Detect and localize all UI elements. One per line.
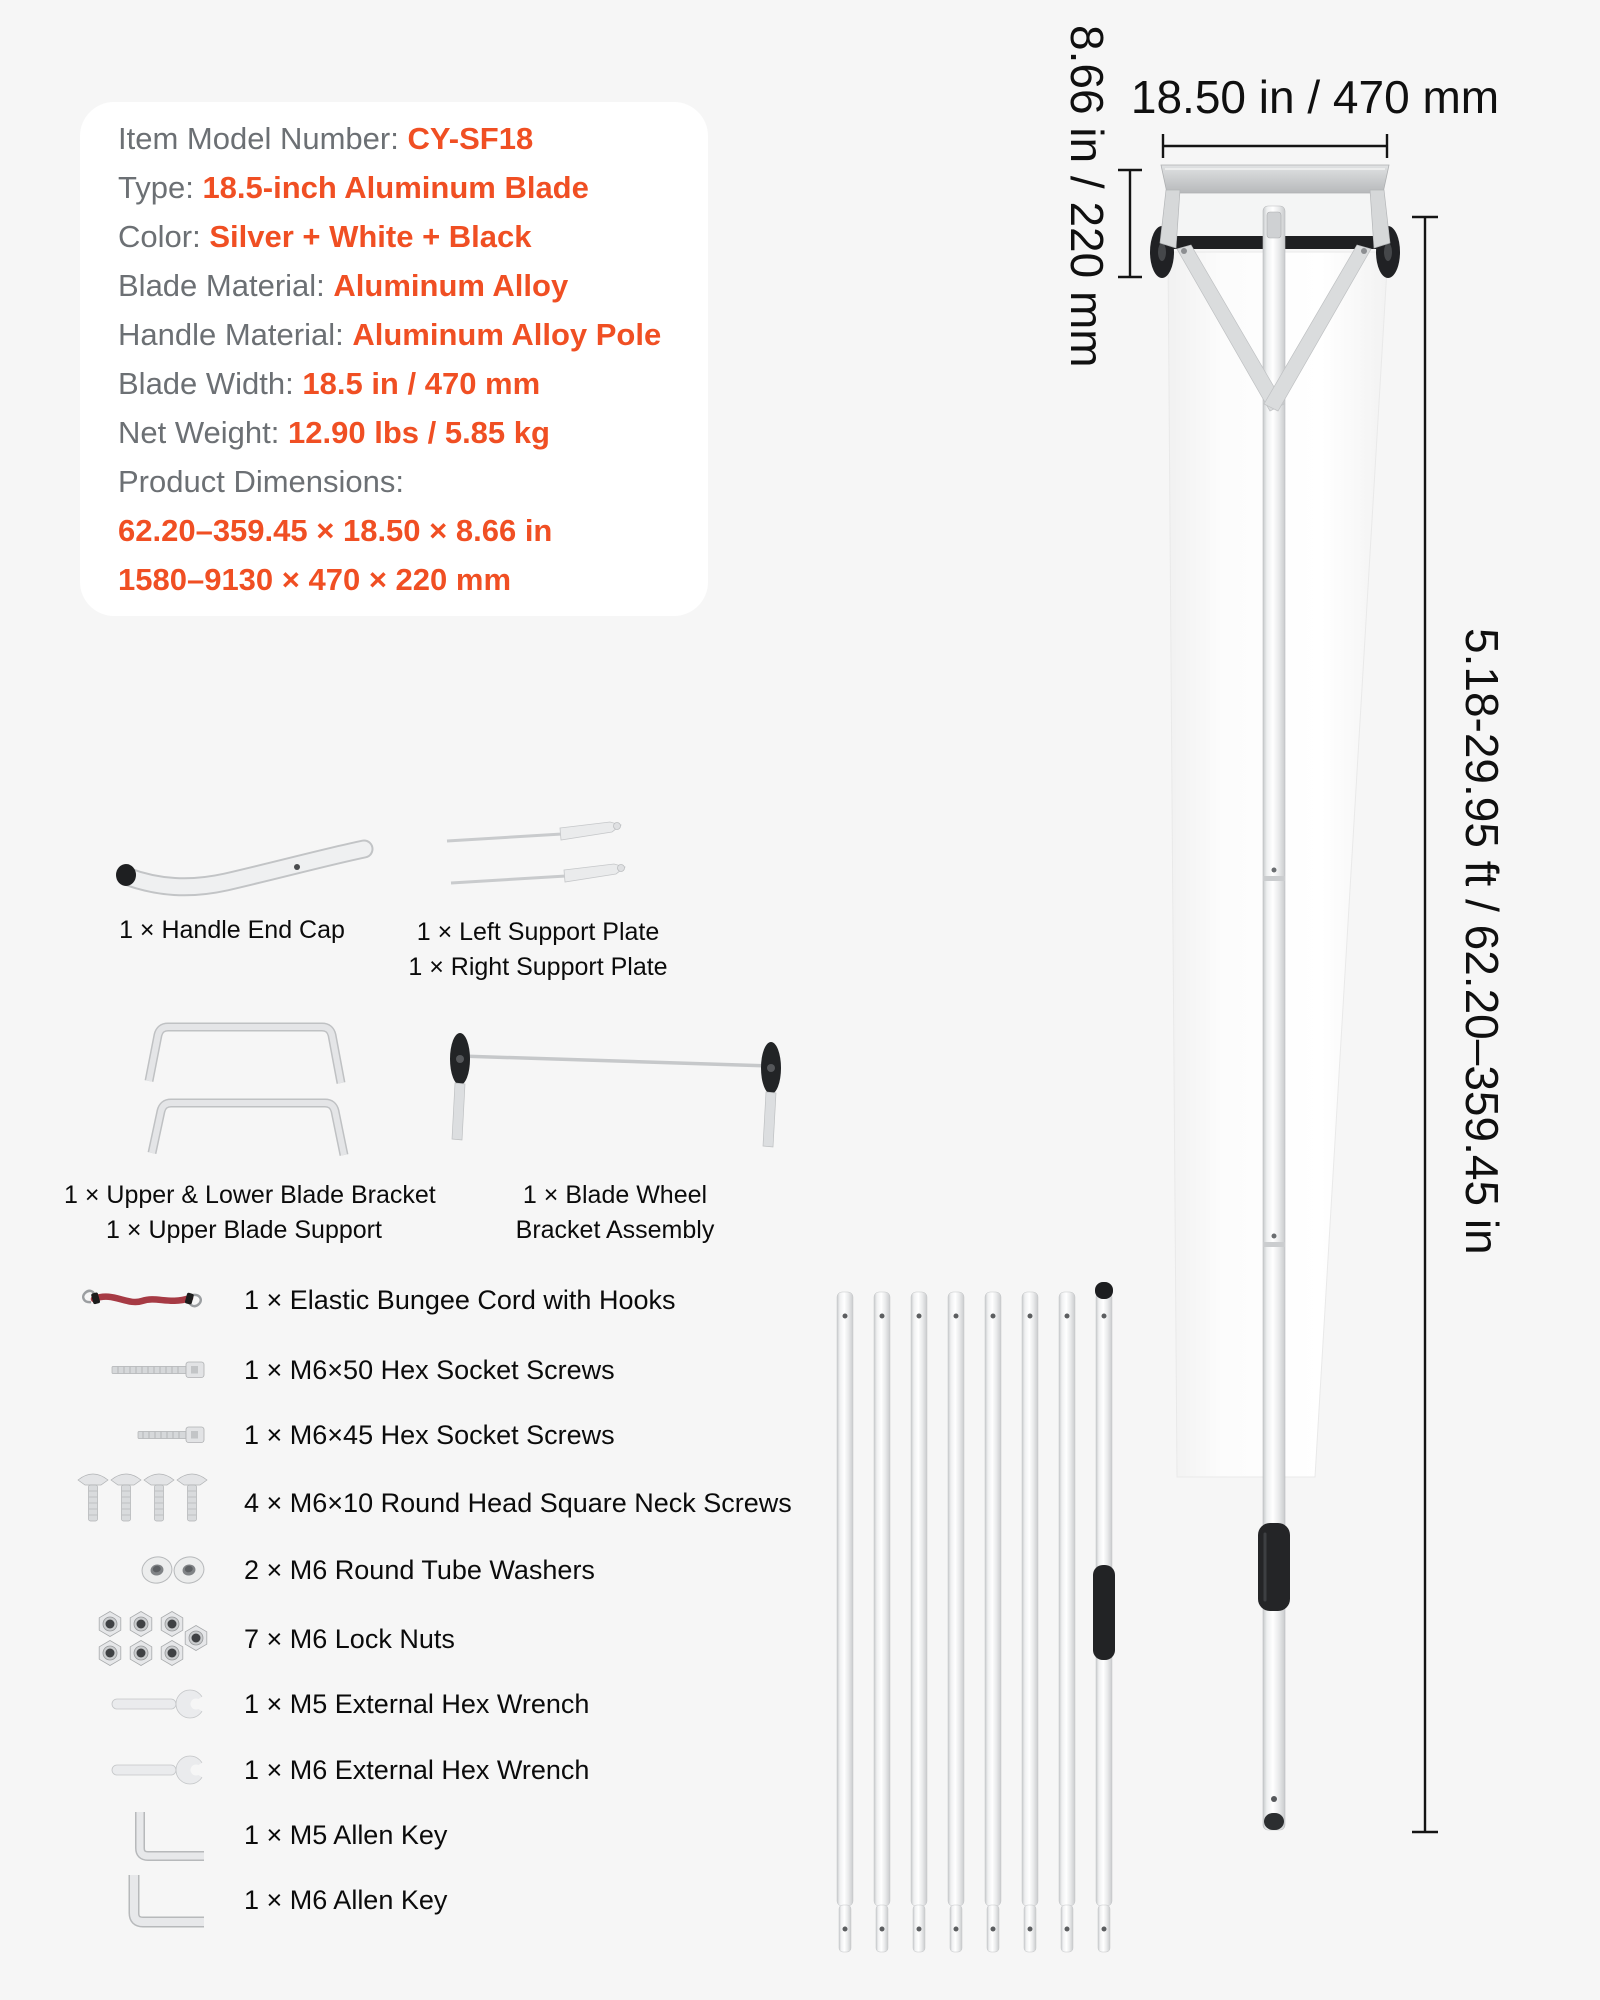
hardware-label: 1 × M5 External Hex Wrench bbox=[244, 1688, 590, 1719]
lock-nuts-icon bbox=[94, 1610, 210, 1668]
spec-value: 12.90 lbs / 5.85 kg bbox=[288, 415, 550, 450]
bungee-cord-icon bbox=[75, 1278, 210, 1322]
wheel-bracket-caption: 1 × Blade Wheel Bracket Assembly bbox=[515, 1181, 715, 1244]
spec-value: CY-SF18 bbox=[407, 121, 534, 156]
spec-label: Type: bbox=[118, 170, 203, 205]
hardware-label: 1 × M6 Allen Key bbox=[244, 1884, 448, 1915]
hardware-row bbox=[60, 1864, 740, 1936]
blade-brackets-caption bbox=[64, 1178, 436, 1248]
blade-depth-dimension-label: 8.66 in / 220 mm bbox=[1061, 25, 1113, 368]
pole-segment bbox=[985, 1292, 1001, 1952]
hardware-label: 1 × M6 External Hex Wrench bbox=[244, 1754, 590, 1785]
spec-value: Aluminum Alloy bbox=[333, 268, 569, 303]
pole-segment bbox=[874, 1292, 890, 1952]
wheel-bracket-assembly-image bbox=[450, 1033, 781, 1147]
hex-socket-screw-icon bbox=[110, 1422, 210, 1448]
hardware-row bbox=[60, 1264, 740, 1336]
spec-label: Item Model Number: bbox=[118, 121, 408, 156]
hardware-label: 1 × M6×45 Hex Socket Screws bbox=[244, 1419, 615, 1450]
pole-segment bbox=[911, 1292, 927, 1952]
pole-segment bbox=[837, 1292, 853, 1952]
pole-segments-group bbox=[837, 1282, 1115, 1952]
hex-socket-screw-icon bbox=[110, 1357, 210, 1383]
upper-blade-support-caption: 1 × Upper Blade Support bbox=[106, 1216, 382, 1244]
hardware-label: 1 × M5 Allen Key bbox=[244, 1819, 448, 1850]
hardware-label: 1 × Elastic Bungee Cord with Hooks bbox=[244, 1284, 676, 1315]
spec-label: Blade Width: bbox=[118, 366, 303, 401]
spec-value: Aluminum Alloy Pole bbox=[352, 317, 662, 352]
support-plates-caption bbox=[388, 915, 688, 985]
hardware-row bbox=[60, 1603, 740, 1675]
support-plates-image bbox=[447, 822, 625, 883]
square-neck-screws-icon bbox=[76, 1470, 210, 1536]
spec-label: Product Dimensions: bbox=[118, 464, 405, 499]
spec-label: Color: bbox=[118, 219, 210, 254]
handle-end-cap-caption: 1 × Handle End Cap bbox=[119, 916, 345, 944]
hardware-row bbox=[60, 1334, 740, 1406]
upper-lower-blade-bracket-caption: 1 × Upper & Lower Blade Bracket bbox=[64, 1181, 436, 1209]
hardware-label: 1 × M6×50 Hex Socket Screws bbox=[244, 1354, 615, 1385]
hardware-row bbox=[60, 1799, 740, 1871]
spec-card bbox=[80, 102, 708, 616]
tube-washers-icon bbox=[138, 1549, 210, 1591]
spec-value: Silver + White + Black bbox=[209, 219, 532, 254]
blade-width-dimension-label: 18.50 in / 470 mm bbox=[1130, 71, 1500, 123]
spec-value: 18.5 in / 470 mm bbox=[302, 366, 541, 401]
pole-end-cap bbox=[1264, 1813, 1284, 1830]
pole-segment bbox=[948, 1292, 964, 1952]
spec-value: 18.5-inch Aluminum Blade bbox=[202, 170, 589, 205]
handle-end-cap-image bbox=[116, 849, 364, 887]
snow-rake-figure bbox=[1150, 165, 1400, 1830]
hardware-row bbox=[60, 1534, 740, 1606]
allen-key-icon bbox=[126, 1806, 210, 1864]
pole-segment-with-grip bbox=[1093, 1282, 1115, 1952]
hardware-row bbox=[60, 1668, 740, 1740]
hardware-row bbox=[60, 1467, 792, 1539]
pole-grip bbox=[1258, 1523, 1290, 1611]
pole-segment bbox=[1059, 1292, 1075, 1952]
hardware-label: 2 × M6 Round Tube Washers bbox=[244, 1554, 595, 1585]
hardware-row bbox=[60, 1399, 740, 1471]
spec-label: Net Weight: bbox=[118, 415, 289, 450]
hex-wrench-icon bbox=[110, 1752, 210, 1788]
blade-brackets-image bbox=[149, 1027, 344, 1155]
allen-key-icon bbox=[120, 1870, 210, 1930]
hardware-label: 7 × M6 Lock Nuts bbox=[244, 1623, 455, 1654]
pole-length-dimension-label: 5.18-29.95 ft / 62.20–359.45 in bbox=[1456, 628, 1508, 1255]
spec-value: 62.20–359.45 × 18.50 × 8.66 in bbox=[118, 513, 553, 548]
left-support-plate-caption: 1 × Left Support Plate bbox=[416, 918, 660, 946]
spec-label: Handle Material: bbox=[118, 317, 353, 352]
hardware-label: 4 × M6×10 Round Head Square Neck Screws bbox=[244, 1487, 792, 1518]
pole-segment bbox=[1022, 1292, 1038, 1952]
hex-wrench-icon bbox=[110, 1686, 210, 1722]
spec-value: 1580–9130 × 470 × 220 mm bbox=[118, 562, 512, 597]
spec-label: Blade Material: bbox=[118, 268, 334, 303]
right-support-plate-caption: 1 × Right Support Plate bbox=[408, 953, 668, 981]
hardware-row bbox=[60, 1734, 740, 1806]
